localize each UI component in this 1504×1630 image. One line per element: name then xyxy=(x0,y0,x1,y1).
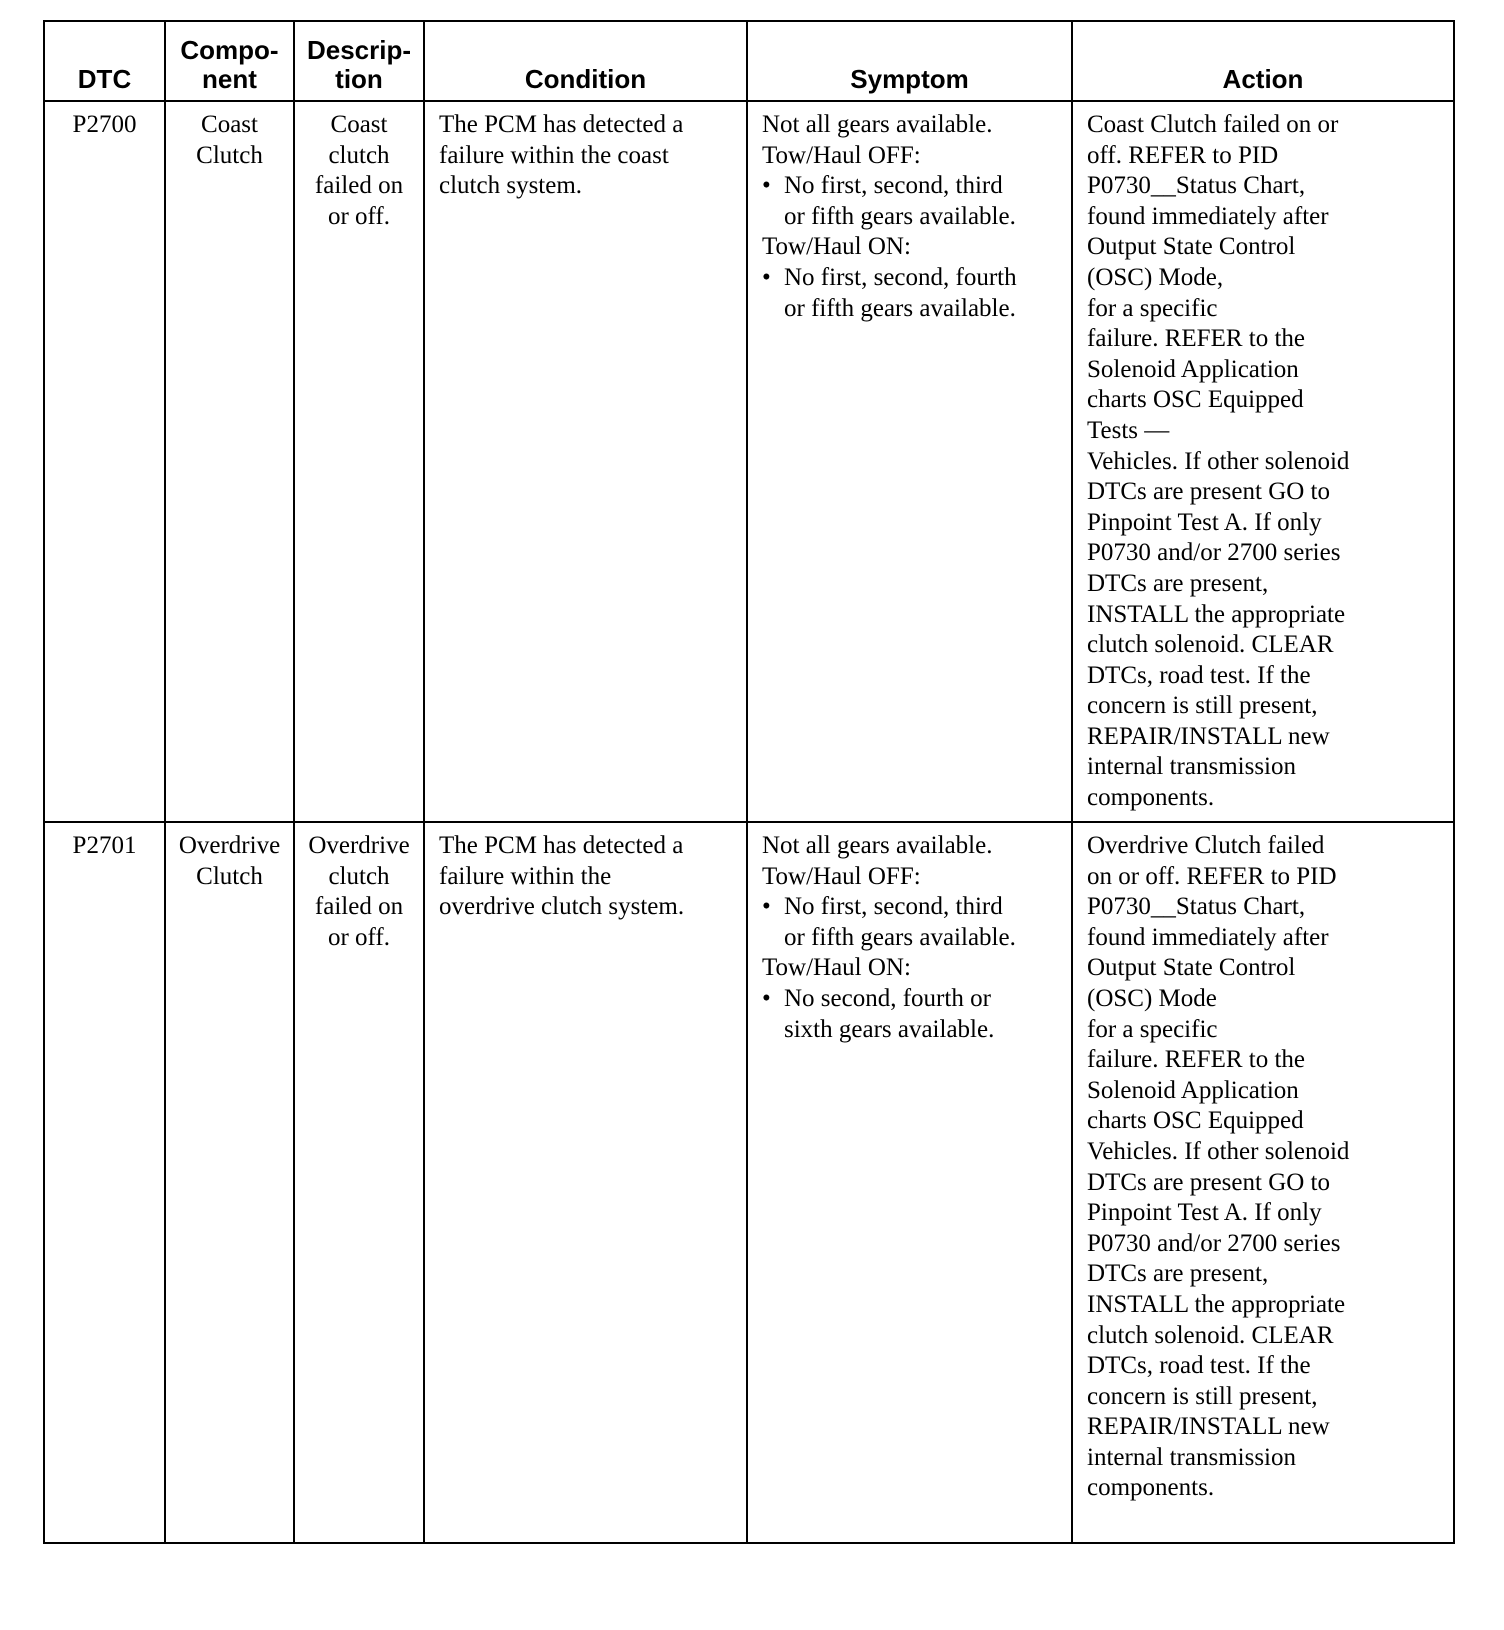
symptom-cell xyxy=(747,101,1072,822)
symptom-cell xyxy=(747,822,1072,1543)
dtc-code: P2700 xyxy=(72,111,137,138)
symptom-bullet: • No first, second, third or fifth gears available. xyxy=(762,893,1016,951)
header-component: Compo- nent xyxy=(165,21,294,101)
header-condition: Condition xyxy=(424,21,747,101)
condition-cell: The PCM has detected a failure within the coast clutch system. xyxy=(424,101,747,822)
symptom-intro: Not all gears available. xyxy=(762,111,993,138)
description-cell: Overdrive clutch failed on or off. xyxy=(294,822,424,1543)
bullet-icon: • xyxy=(762,984,771,1012)
symptom-bullet: • No first, second, third or fifth gears available. xyxy=(762,172,1016,230)
header-dtc: DTC xyxy=(44,21,165,101)
header-description: Descrip- tion xyxy=(294,21,424,101)
header-symptom: Symptom xyxy=(747,21,1072,101)
header-action: Action xyxy=(1072,21,1454,101)
tow-haul-off-label: Tow/Haul OFF: xyxy=(762,862,921,890)
bullet-icon: • xyxy=(762,263,771,291)
table-row xyxy=(44,101,1454,822)
component-cell: Coast Clutch xyxy=(165,101,294,822)
bullet-icon: • xyxy=(762,172,771,200)
action-cell: Coast Clutch failed on or off. REFER to PID P0730__Status Chart, found immediately after Output State Control (OSC) Mode, for a specific failure. REFER to the Solenoid Application charts OSC Equipped Tests — Vehicles. If other solenoid DTCs are present GO to Pinpoint Test A. If only P0730 and/or 2700 series DTCs are present, INSTALL the appropriate clutch solenoid. CLEAR DTCs, road test. If the concern is still present, REPAIR/INSTALL new internal transmission components. xyxy=(1072,101,1454,822)
dtc-table xyxy=(43,20,1455,1544)
description-cell: Coast clutch failed on or off. xyxy=(294,101,424,822)
action-cell: Overdrive Clutch failed on or off. REFER to PID P0730__Status Chart, found immediately after Output State Control (OSC) Mode for a specific failure. REFER to the Solenoid Application charts OSC Equipped Vehicles. If other solenoid DTCs are present GO to Pinpoint Test A. If only P0730 and/or 2700 series DTCs are present, INSTALL the appropriate clutch solenoid. CLEAR DTCs, road test. If the concern is still present, REPAIR/INSTALL new internal transmission components. xyxy=(1072,822,1454,1543)
dtc-code-cell xyxy=(44,101,165,822)
component-cell: Overdrive Clutch xyxy=(165,822,294,1543)
condition-cell: The PCM has detected a failure within the overdrive clutch system. xyxy=(424,822,747,1543)
symptom-bullet: • No first, second, fourth or fifth gears available. xyxy=(762,263,1017,322)
dtc-code: P2701 xyxy=(72,832,137,859)
bullet-icon: • xyxy=(762,893,771,921)
tow-haul-on-label: Tow/Haul ON: xyxy=(762,233,911,261)
dtc-code-cell xyxy=(44,822,165,1543)
symptom-intro: Not all gears available. xyxy=(762,832,993,859)
symptom-bullet: • No second, fourth or sixth gears available. xyxy=(762,984,995,1043)
table-row xyxy=(44,822,1454,1543)
table-header-row xyxy=(44,21,1454,101)
tow-haul-on-label: Tow/Haul ON: xyxy=(762,954,911,982)
tow-haul-off-label: Tow/Haul OFF: xyxy=(762,141,921,169)
